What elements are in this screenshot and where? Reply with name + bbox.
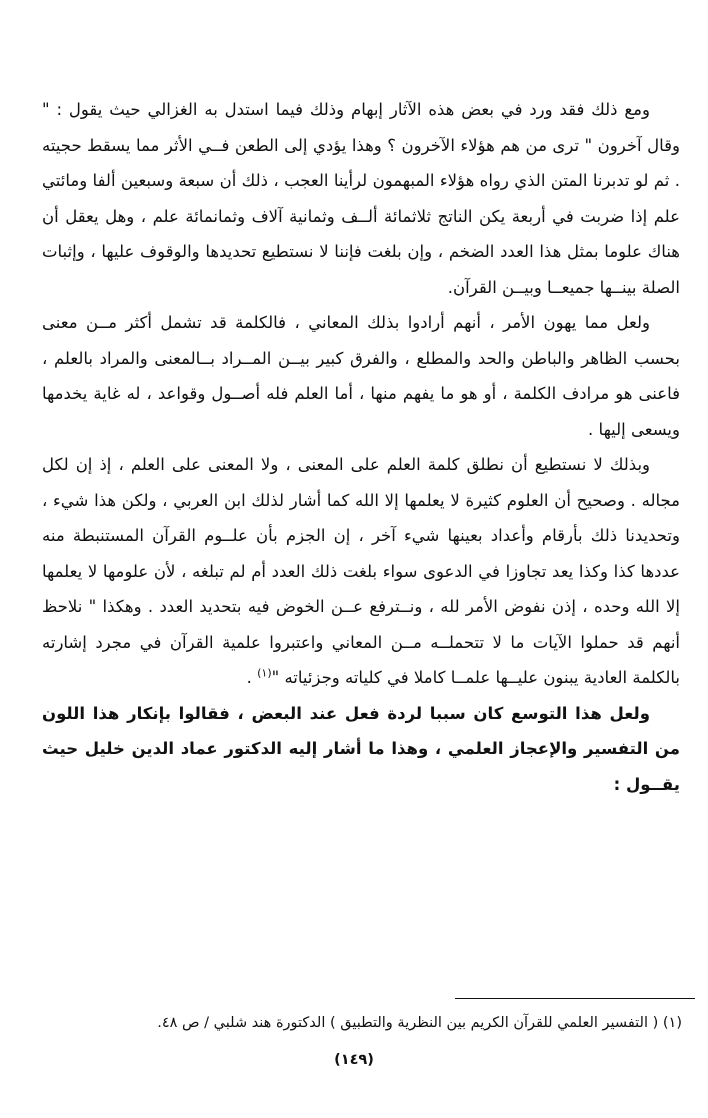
paragraph-1: ومع ذلك فقد ورد في بعض هذه الآثار إبهام وذلك فيما استدل به الغزالي حيث يقول : " وقال آخرون " ترى من هم هؤلاء الآخرون ؟ وهذا يؤدي إلى الطعن فــي الأثر مما يسقط حجيته . ثم لو تدبرنا المتن الذي رواه هؤلاء المبهمون لرأينا العجب ، ذلك أن سبعة وسبعين ألفا ومائتي علم إذا ضربت في أربعة يكن الناتج ثلاثمائة ألــف وثمانية آلاف وثمانمائة علم ، وهل يعقل أن هناك علوما بمثل هذا العدد الضخم ، وإن بلغت فإننا لا نستطيع تحديدها والوقوف عليها ، وإثبات الصلة بينــها جميعــا وبيــن القرآن. [42,100,680,297]
paragraph-3 [42,447,680,696]
footnote-divider [455,998,695,999]
paragraph-4: ولعل هذا التوسع كان سببا لردة فعل عند البعض ، فقالوا بإنكار هذا اللون من التفسير والإعجاز العلمي ، وهذا ما أشار إليه الدكتور عماد الدين خليل حيث يقــول : [42,703,680,794]
paragraph-2: ولعل مما يهون الأمر ، أنهم أرادوا بذلك المعاني ، فالكلمة قد تشمل أكثر مــن معنى بحسب الظاهر والباطن والحد والمطلع ، والفرق كبير بيــن المــراد بــالمعنى والمراد بالعلم ، فاعنى هو مرادف الكلمة ، أو هو ما يفهم منها ، أما العلم فله أصــول وقواعد ، له غاية يخدمها ويسعى إليها . [42,313,680,439]
paragraph-3-text: وبذلك لا نستطيع أن نطلق كلمة العلم على المعنى ، ولا المعنى على العلم ، إذ إن لكل مجاله . وصحيح أن العلوم كثيرة لا يعلمها إلا الله كما أشار لذلك ابن العربي ، ولكن هذا شيء ، وتحديدنا ذلك بأرقام وأعداد بعينها شيء آخر ، إن الجزم بأن علــوم القرآن المستنبطة منه عددها كذا وكذا يعد تجاوزا في الدعوى سواء بلغت ذلك العدد أم لم تبلغه ، لأن علومها لا يعلمها إلا الله وحده ، إذن نفوض الأمر لله ، ونــترفع عــن الخوض فيه بتحديد العدد . وهكذا " نلاحظ أنهم قد حملوا الآيات ما لا تتحملــه مــن المعاني واعتبروا علمية القرآن في مجرد إشارته بالكلمة العادية يبنون عليــها علمــا كاملا في كلياته وجزئياته " [42,455,680,687]
footnote: (١) ( التفسير العلمي للقرآن الكريم بين النظرية والتطبيق ) الدكتورة هند شلبي / ص ٤٨. [157,1015,682,1031]
paragraph-3-ending: . [246,668,258,687]
body-text [42,92,680,802]
footnote-reference[interactable]: (١) [257,666,272,680]
page-number: (١٤٩) [334,1052,374,1068]
